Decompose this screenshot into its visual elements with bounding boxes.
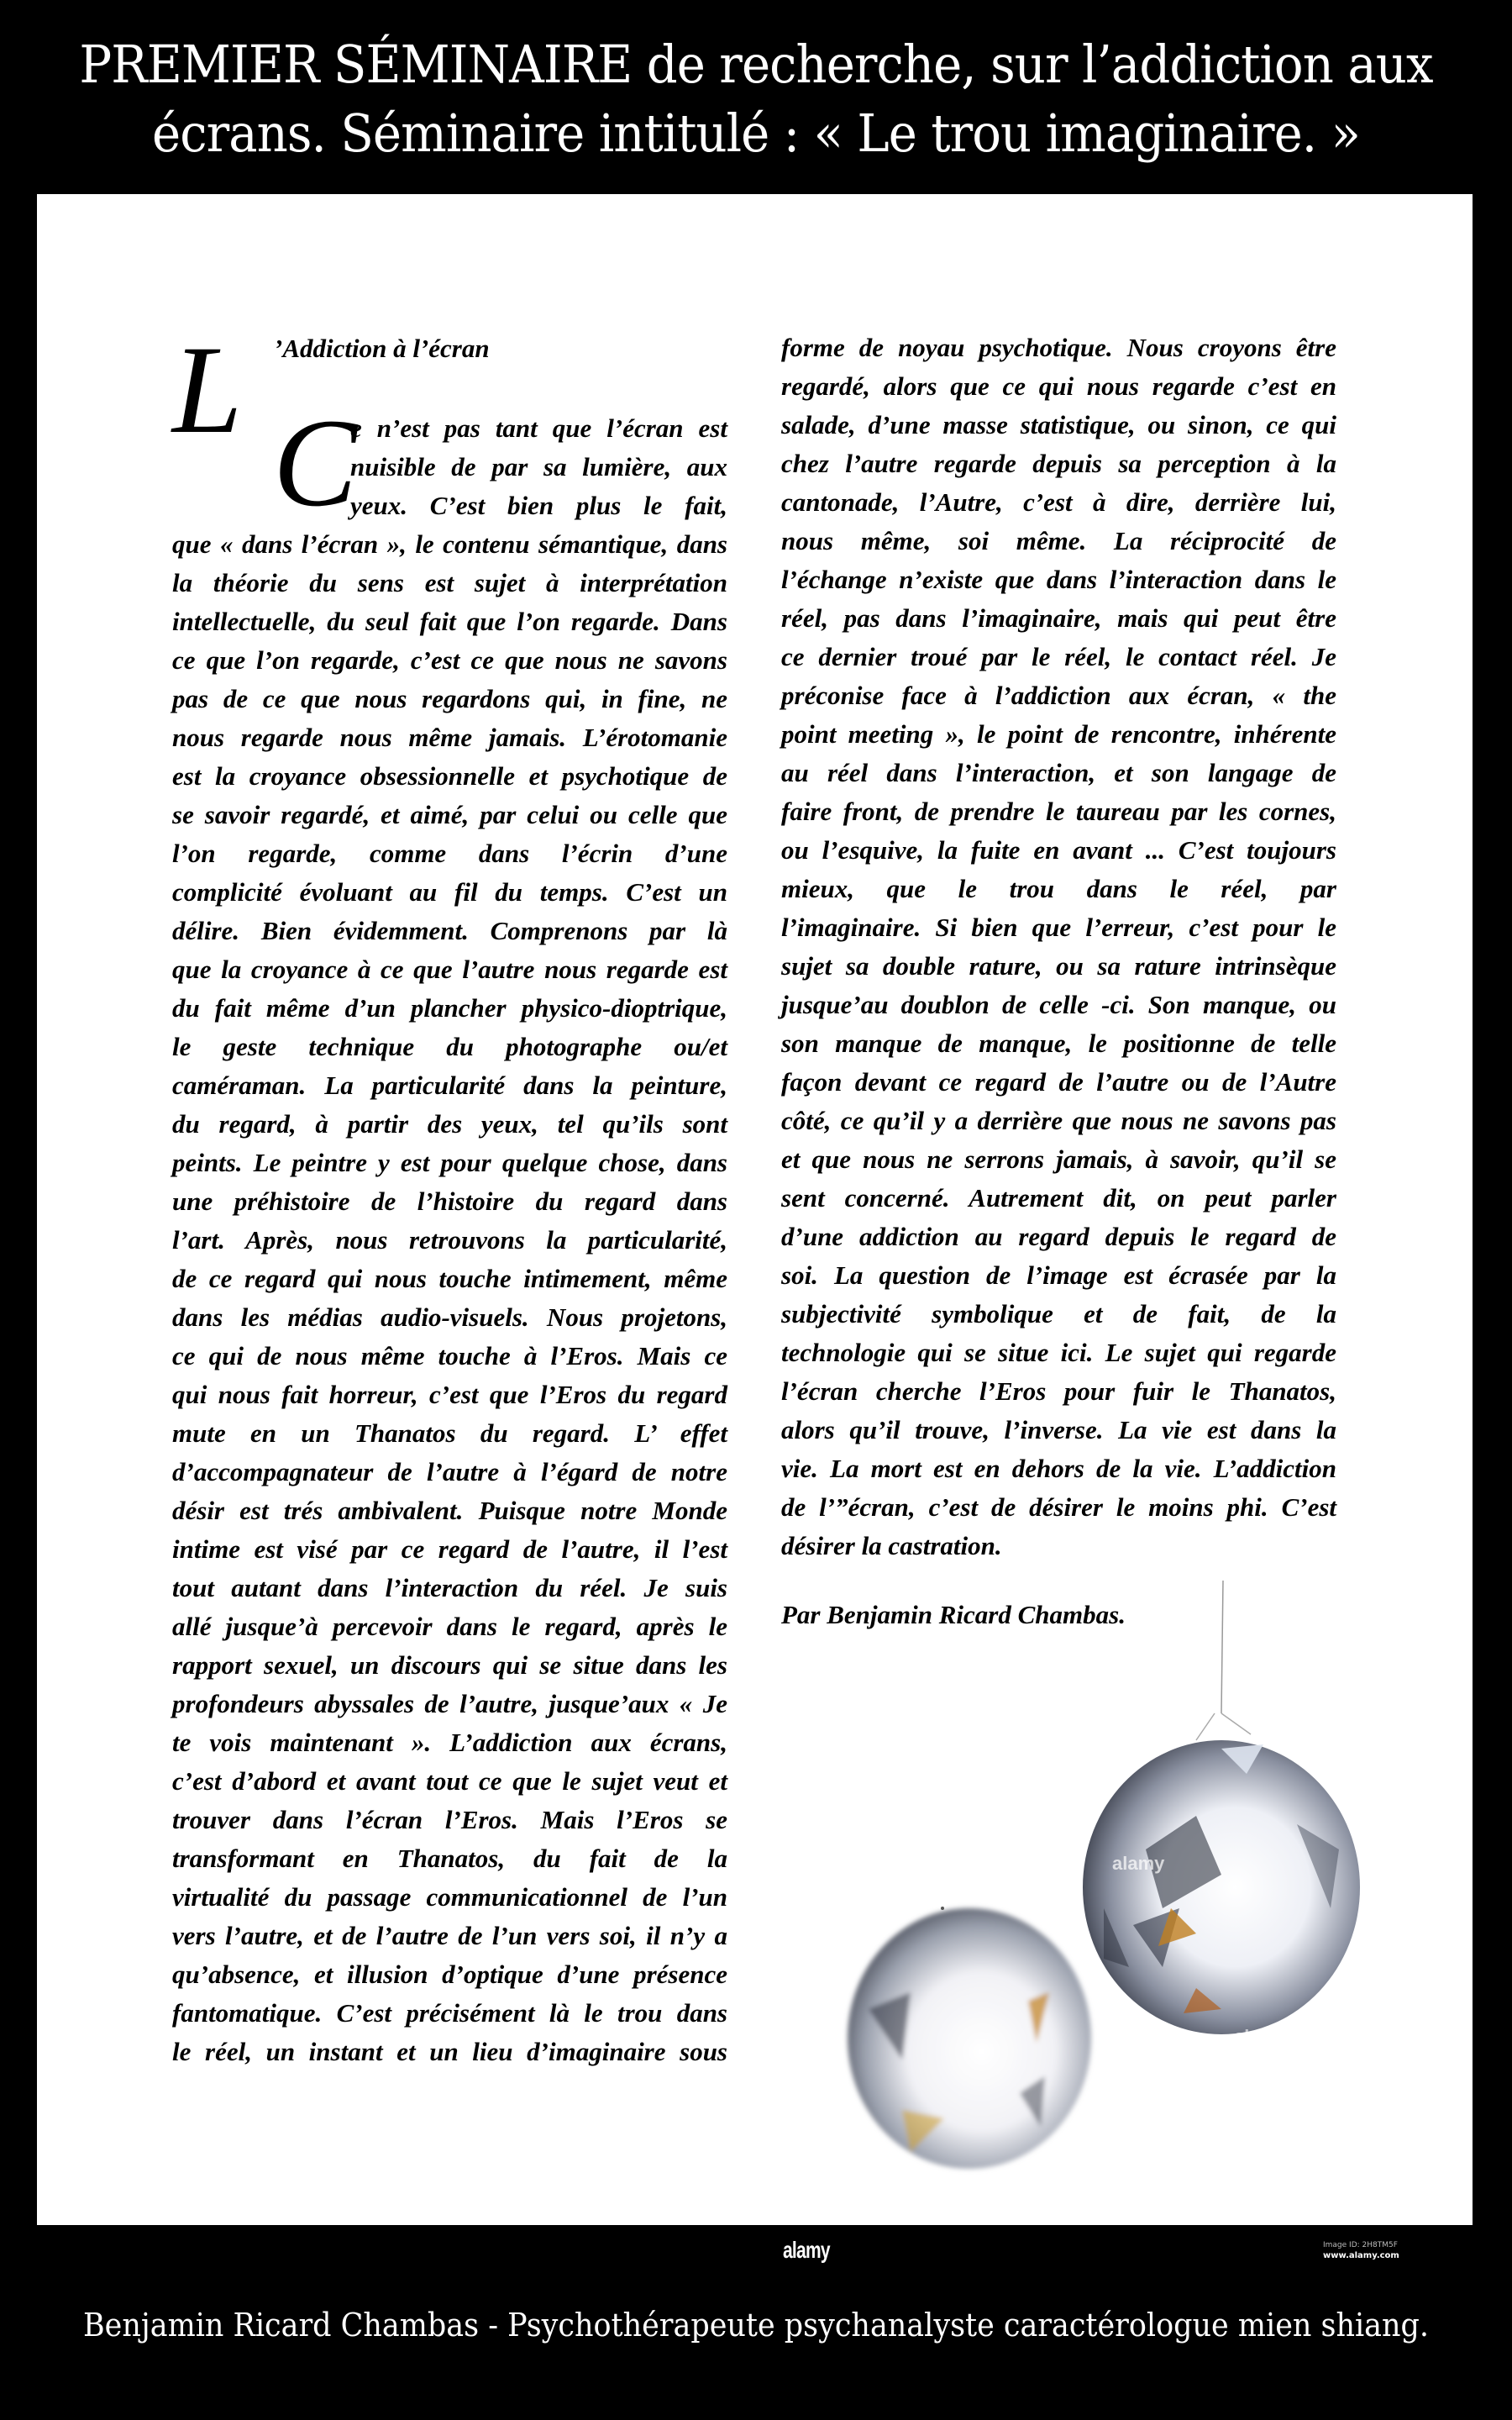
text-line: le réel, un instant et un lieu d’imaginaire sous	[172, 2037, 727, 2066]
photo-watermark: alamy	[1112, 1853, 1165, 1874]
text-line: soi. La question de l’image est écrasée par la	[781, 1260, 1336, 1290]
text-line: caméraman. La particularité dans la peinture,	[172, 1071, 727, 1100]
text-line: c’est d’abord et avant tout ce que le sujet veut et	[172, 1766, 727, 1796]
article-heading: ’Addiction à l’écran	[274, 334, 490, 363]
text-line: ce dernier troué par le réel, le contact réel. Je	[781, 642, 1336, 671]
heading-drop-cap: L	[172, 320, 243, 460]
photo-watermark-2: alamy	[1234, 2026, 1287, 2047]
text-line: le geste technique du photographe ou/et	[172, 1032, 727, 1061]
text-line: mieux, que le trou dans le réel, par	[781, 874, 1336, 903]
stock-url: www.alamy.com	[1323, 2251, 1399, 2260]
article-panel	[37, 194, 1473, 2225]
text-line: pas de ce que nous regardons qui, in fine, ne	[172, 684, 727, 713]
text-line: mute en un Thanatos du regard. L’ effet	[172, 1418, 727, 1448]
text-line: intime est visé par ce regard de l’autre, il l’est	[172, 1534, 727, 1564]
text-line: nous même, soi même. La réciprocité de	[781, 526, 1336, 555]
text-line: côté, ce qu’il y a derrière que nous ne savons pas	[781, 1106, 1336, 1135]
crystal-ball-back	[848, 1908, 1091, 2169]
text-line: d’accompagnateur de l’autre à l’égard de notre	[172, 1457, 727, 1486]
text-line: du fait même d’un plancher physico-dioptrique,	[172, 993, 727, 1023]
title-line-2: écrans. Séminaire intitulé : « Le trou imaginaire. »	[152, 103, 1360, 164]
text-line: se savoir regardé, et aimé, par celui ou celle que	[172, 800, 727, 829]
text-line: ou l’esquive, la fuite en avant ... C’est toujours	[781, 835, 1336, 865]
text-line: alors qu’il trouve, l’inverse. La vie est dans la	[781, 1415, 1336, 1444]
text-line: désirer la castration.	[781, 1531, 1002, 1560]
text-line: peints. Le peintre y est pour quelque chose, dans	[172, 1148, 727, 1177]
text-line: son manque de manque, le positionne de telle	[781, 1028, 1336, 1058]
text-line: e n’est pas tant que l’écran est	[350, 413, 727, 443]
text-line: d’une addiction au regard depuis le regard de	[781, 1222, 1336, 1251]
text-line: profondeurs abyssales de l’autre, jusque’aux « Je	[172, 1689, 727, 1718]
alamy-logo: alamy	[783, 2237, 830, 2263]
crystal-ball-front	[1083, 1740, 1360, 2034]
image-id: Image ID: 2H8TM5F	[1323, 2241, 1398, 2249]
text-line: une préhistoire de l’histoire du regard dans	[172, 1186, 727, 1216]
wire-loop	[1196, 1713, 1251, 1740]
text-line: réel, pas dans l’imaginaire, mais qui peut être	[781, 603, 1336, 633]
text-line: virtualité du passage communicationnel de l’un	[172, 1882, 727, 1912]
text-line: nous regarde nous même jamais. L’érotomanie	[172, 723, 727, 752]
page-title	[53, 30, 1459, 168]
text-line: du regard, à partir des yeux, tel qu’ils sont	[172, 1109, 727, 1139]
bottom-caption: Benjamin Ricard Chambas - Psychothérapeute psychanalyste caractérologue mien shiang.	[82, 2307, 1430, 2344]
text-line: subjectivité symbolique et de fait, de la	[781, 1299, 1336, 1328]
text-line: allé jusque’à percevoir dans le regard, après le	[172, 1612, 727, 1641]
text-line: délire. Bien évidemment. Comprenons par là	[172, 916, 727, 945]
text-line: chez l’autre regarde depuis sa perception à la	[781, 449, 1336, 478]
text-line: complicité évoluant au fil du temps. C’est un	[172, 877, 727, 907]
author-signature: Par Benjamin Ricard Chambas.	[781, 1600, 1126, 1629]
text-line: fantomatique. C’est précisément là le trou dans	[172, 1998, 727, 2028]
text-line: faire front, de prendre le taureau par les cornes,	[781, 797, 1336, 826]
body-drop-cap: C	[273, 393, 358, 533]
text-line: de l’”écran, c’est de désirer le moins phi. C’est	[781, 1492, 1336, 1522]
text-line: qu’absence, et illusion d’optique d’une présence	[172, 1960, 727, 1989]
text-line: transformant en Thanatos, du fait de la	[172, 1844, 727, 1873]
stock-footer-strip	[0, 2225, 1512, 2275]
text-line: regardé, alors que ce qui nous regarde c’est en	[781, 371, 1336, 401]
text-line: l’échange n’existe que dans l’interaction dans le	[781, 565, 1336, 594]
crystal-balls-photo	[827, 1572, 1364, 2211]
text-line: est la croyance obsessionnelle et psychotique de	[172, 761, 727, 791]
text-line: cantonade, l’Autre, c’est à dire, derrière lui,	[781, 487, 1336, 517]
text-line: te vois maintenant ». L’addiction aux écrans,	[172, 1728, 727, 1757]
text-line: salade, d’une masse statistique, ou sinon, ce qui	[781, 410, 1336, 439]
text-line: jusque’au doublon de celle -ci. Son manque, ou	[781, 990, 1336, 1019]
text-line: qui nous fait horreur, c’est que l’Eros du regard	[172, 1380, 727, 1409]
text-line: l’écran cherche l’Eros pour fuir le Thanatos,	[781, 1376, 1336, 1406]
text-line: de ce regard qui nous touche intimement, même	[172, 1264, 727, 1293]
text-line: l’on regarde, comme dans l’écrin d’une	[172, 839, 727, 868]
text-line: préconise face à l’addiction aux écran, « the	[781, 681, 1336, 710]
text-line: point meeting », le point de rencontre, inhérente	[781, 719, 1336, 749]
text-line: et que nous ne serrons jamais, à savoir, qu’il se	[781, 1144, 1336, 1174]
text-line: que « dans l’écran », le contenu sémantique, dans	[172, 529, 727, 559]
text-line: intellectuelle, du seul fait que l’on regarde. Dans	[172, 607, 727, 636]
hanging-wire	[1221, 1581, 1223, 1713]
text-line: vers l’autre, et de l’autre de l’un vers soi, il n’y a	[172, 1921, 727, 1950]
text-line: ce que l’on regarde, c’est ce que nous ne savons	[172, 645, 727, 675]
text-line: l’imaginaire. Si bien que l’erreur, c’est pour le	[781, 913, 1336, 942]
text-line: nuisible de par sa lumière, aux	[350, 452, 727, 481]
text-line: désir est trés ambivalent. Puisque notre Monde	[172, 1496, 727, 1525]
text-line: sent concerné. Autrement dit, on peut parler	[781, 1183, 1336, 1213]
text-line: rapport sexuel, un discours qui se situe dans les	[172, 1650, 727, 1680]
text-line: vie. La mort est en dehors de la vie. L’addiction	[781, 1454, 1336, 1483]
text-line: l’art. Après, nous retrouvons la particularité,	[172, 1225, 727, 1255]
text-line: dans les médias audio-visuels. Nous projetons,	[172, 1302, 727, 1332]
text-line: que la croyance à ce que l’autre nous regarde est	[172, 955, 727, 984]
text-line: la théorie du sens est sujet à interprétation	[172, 568, 727, 597]
text-line: façon devant ce regard de l’autre ou de l’Autre	[781, 1067, 1336, 1097]
text-line: ce qui de nous même touche à l’Eros. Mais ce	[172, 1341, 727, 1370]
text-line: forme de noyau psychotique. Nous croyons être	[781, 333, 1336, 362]
text-line: sujet sa double rature, ou sa rature intrinsèque	[781, 951, 1336, 981]
text-line: trouver dans l’écran l’Eros. Mais l’Eros se	[172, 1805, 727, 1834]
text-line: tout autant dans l’interaction du réel. Je suis	[172, 1573, 727, 1602]
text-line: technologie qui se situe ici. Le sujet qui regarde	[781, 1338, 1336, 1367]
title-line-1: PREMIER SÉMINAIRE de recherche, sur l’addiction aux	[79, 34, 1433, 95]
text-line: au réel dans l’interaction, et son langage de	[781, 758, 1336, 787]
text-line: yeux. C’est bien plus le fait,	[350, 491, 727, 520]
